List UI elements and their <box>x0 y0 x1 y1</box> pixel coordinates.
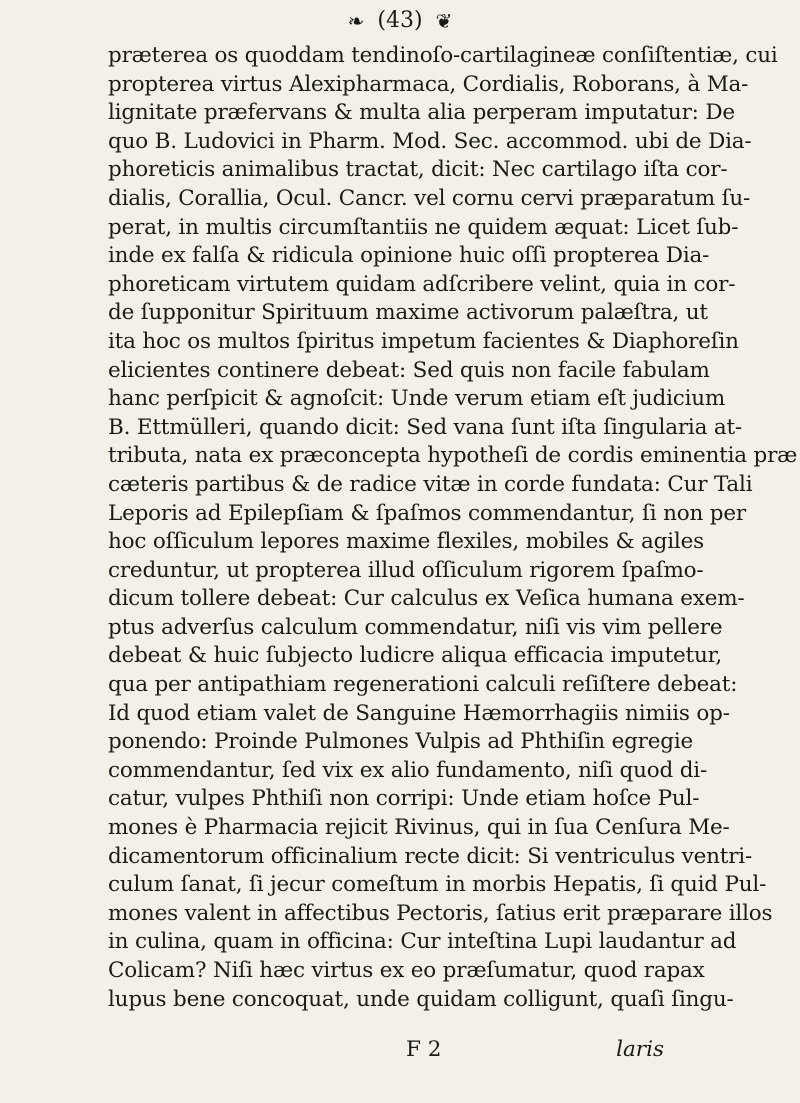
text-line: ptus adverſus calculum commendatur, niſi vis vim pellere <box>108 614 723 640</box>
text-line: tributa, nata ex præconcepta hypotheſi de cordis eminentia præ <box>108 443 798 469</box>
page-number: (43) <box>377 8 423 33</box>
body-text <box>108 42 798 1014</box>
text-line: Leporis ad Epilepſiam & ſpaſmos commendantur, ſi non per <box>108 500 746 526</box>
text-line: cæteris partibus & de radice vitæ in corde fundata: Cur Tali <box>108 471 753 497</box>
text-line: Colicam? Niſi hæc virtus ex eo præſumatur, quod rapax <box>108 958 705 983</box>
text-line: qua per antipathiam regenerationi calculi reſiſtere debeat: <box>108 672 738 698</box>
catchword: laris <box>616 1037 664 1062</box>
text-line: commendantur, ſed vix ex alio fundamento, niſi quod di- <box>108 757 708 783</box>
text-line: creduntur, ut propterea illud oſſiculum rigorem ſpaſmo- <box>108 557 704 583</box>
signature-mark: F 2 <box>406 1037 442 1062</box>
text-line: catur, vulpes Phthiſi non corripi: Unde etiam hoſce Pul- <box>108 786 700 812</box>
text-line: elicientes continere debeat: Sed quis non facile fabulam <box>108 357 710 383</box>
text-line: præterea os quoddam tendinoſo-cartilagineæ conſiſtentiæ, cui <box>108 43 778 68</box>
text-line: lignitate præfervans & multa alia perperam imputatur: De <box>108 100 735 126</box>
text-line: dialis, Corallia, Ocul. Cancr. vel cornu cervi præparatum ſu- <box>108 185 751 211</box>
text-line: hanc perſpicit & agnoſcit: Unde verum etiam eſt judicium <box>108 386 726 412</box>
text-line: mones è Pharmacia rejicit Rivinus, qui in ſua Cenſura Me- <box>108 815 730 841</box>
text-line: dicum tollere debeat: Cur calculus ex Veſica humana exem- <box>108 586 745 612</box>
text-line: quo B. Ludovici in Pharm. Mod. Sec. accommod. ubi de Dia- <box>108 128 752 154</box>
text-line: propterea virtus Alexipharmaca, Cordialis, Roborans, à Ma- <box>108 71 749 97</box>
text-line: ponendo: Proinde Pulmones Vulpis ad Phthiſin egregie <box>108 729 694 755</box>
text-line: Id quod etiam valet de Sanguine Hæmorrhagiis nimiis op- <box>108 700 730 726</box>
page-footer <box>108 1037 664 1067</box>
text-line: perat, in multis circumſtantiis ne quidem æquat: Licet ſub- <box>108 214 739 240</box>
text-line: B. Ettmülleri, quando dicit: Sed vana ſunt iſta ſingularia at- <box>108 414 742 440</box>
text-line: debeat & huic ſubjecto ludicre aliqua efficacia imputetur, <box>108 643 722 669</box>
text-line: lupus bene concoquat, unde quidam colligunt, quaſi ſingu- <box>108 986 734 1012</box>
page-header <box>0 6 800 36</box>
text-line: ita hoc os multos ſpiritus impetum facientes & Diaphoreſin <box>108 328 739 354</box>
ornament-left-icon: ❧ <box>347 9 365 33</box>
text-line: phoreticam virtutem quidam adſcribere velint, quia in cor- <box>108 271 736 297</box>
text-line: mones valent in affectibus Pectoris, ſatius erit præparare illos <box>108 900 773 926</box>
text-line: in culina, quam in officina: Cur inteſtina Lupi laudantur ad <box>108 929 737 955</box>
text-line: dicamentorum officinalium recte dicit: Si ventriculus ventri- <box>108 843 753 869</box>
text-line: de ſupponitur Spirituum maxime activorum palæſtra, ut <box>108 300 708 326</box>
ornament-right-icon: ❦ <box>435 9 453 33</box>
text-line: inde ex falſa & ridicula opinione huic oſſi propterea Dia- <box>108 243 710 269</box>
text-line: phoreticis animalibus tractat, dicit: Nec cartilago iſta cor- <box>108 157 728 183</box>
text-line: culum ſanat, ſi jecur comeſtum in morbis Hepatis, ſi quid Pul- <box>108 872 767 898</box>
text-line: hoc oſſiculum lepores maxime flexiles, mobiles & agiles <box>108 529 704 555</box>
